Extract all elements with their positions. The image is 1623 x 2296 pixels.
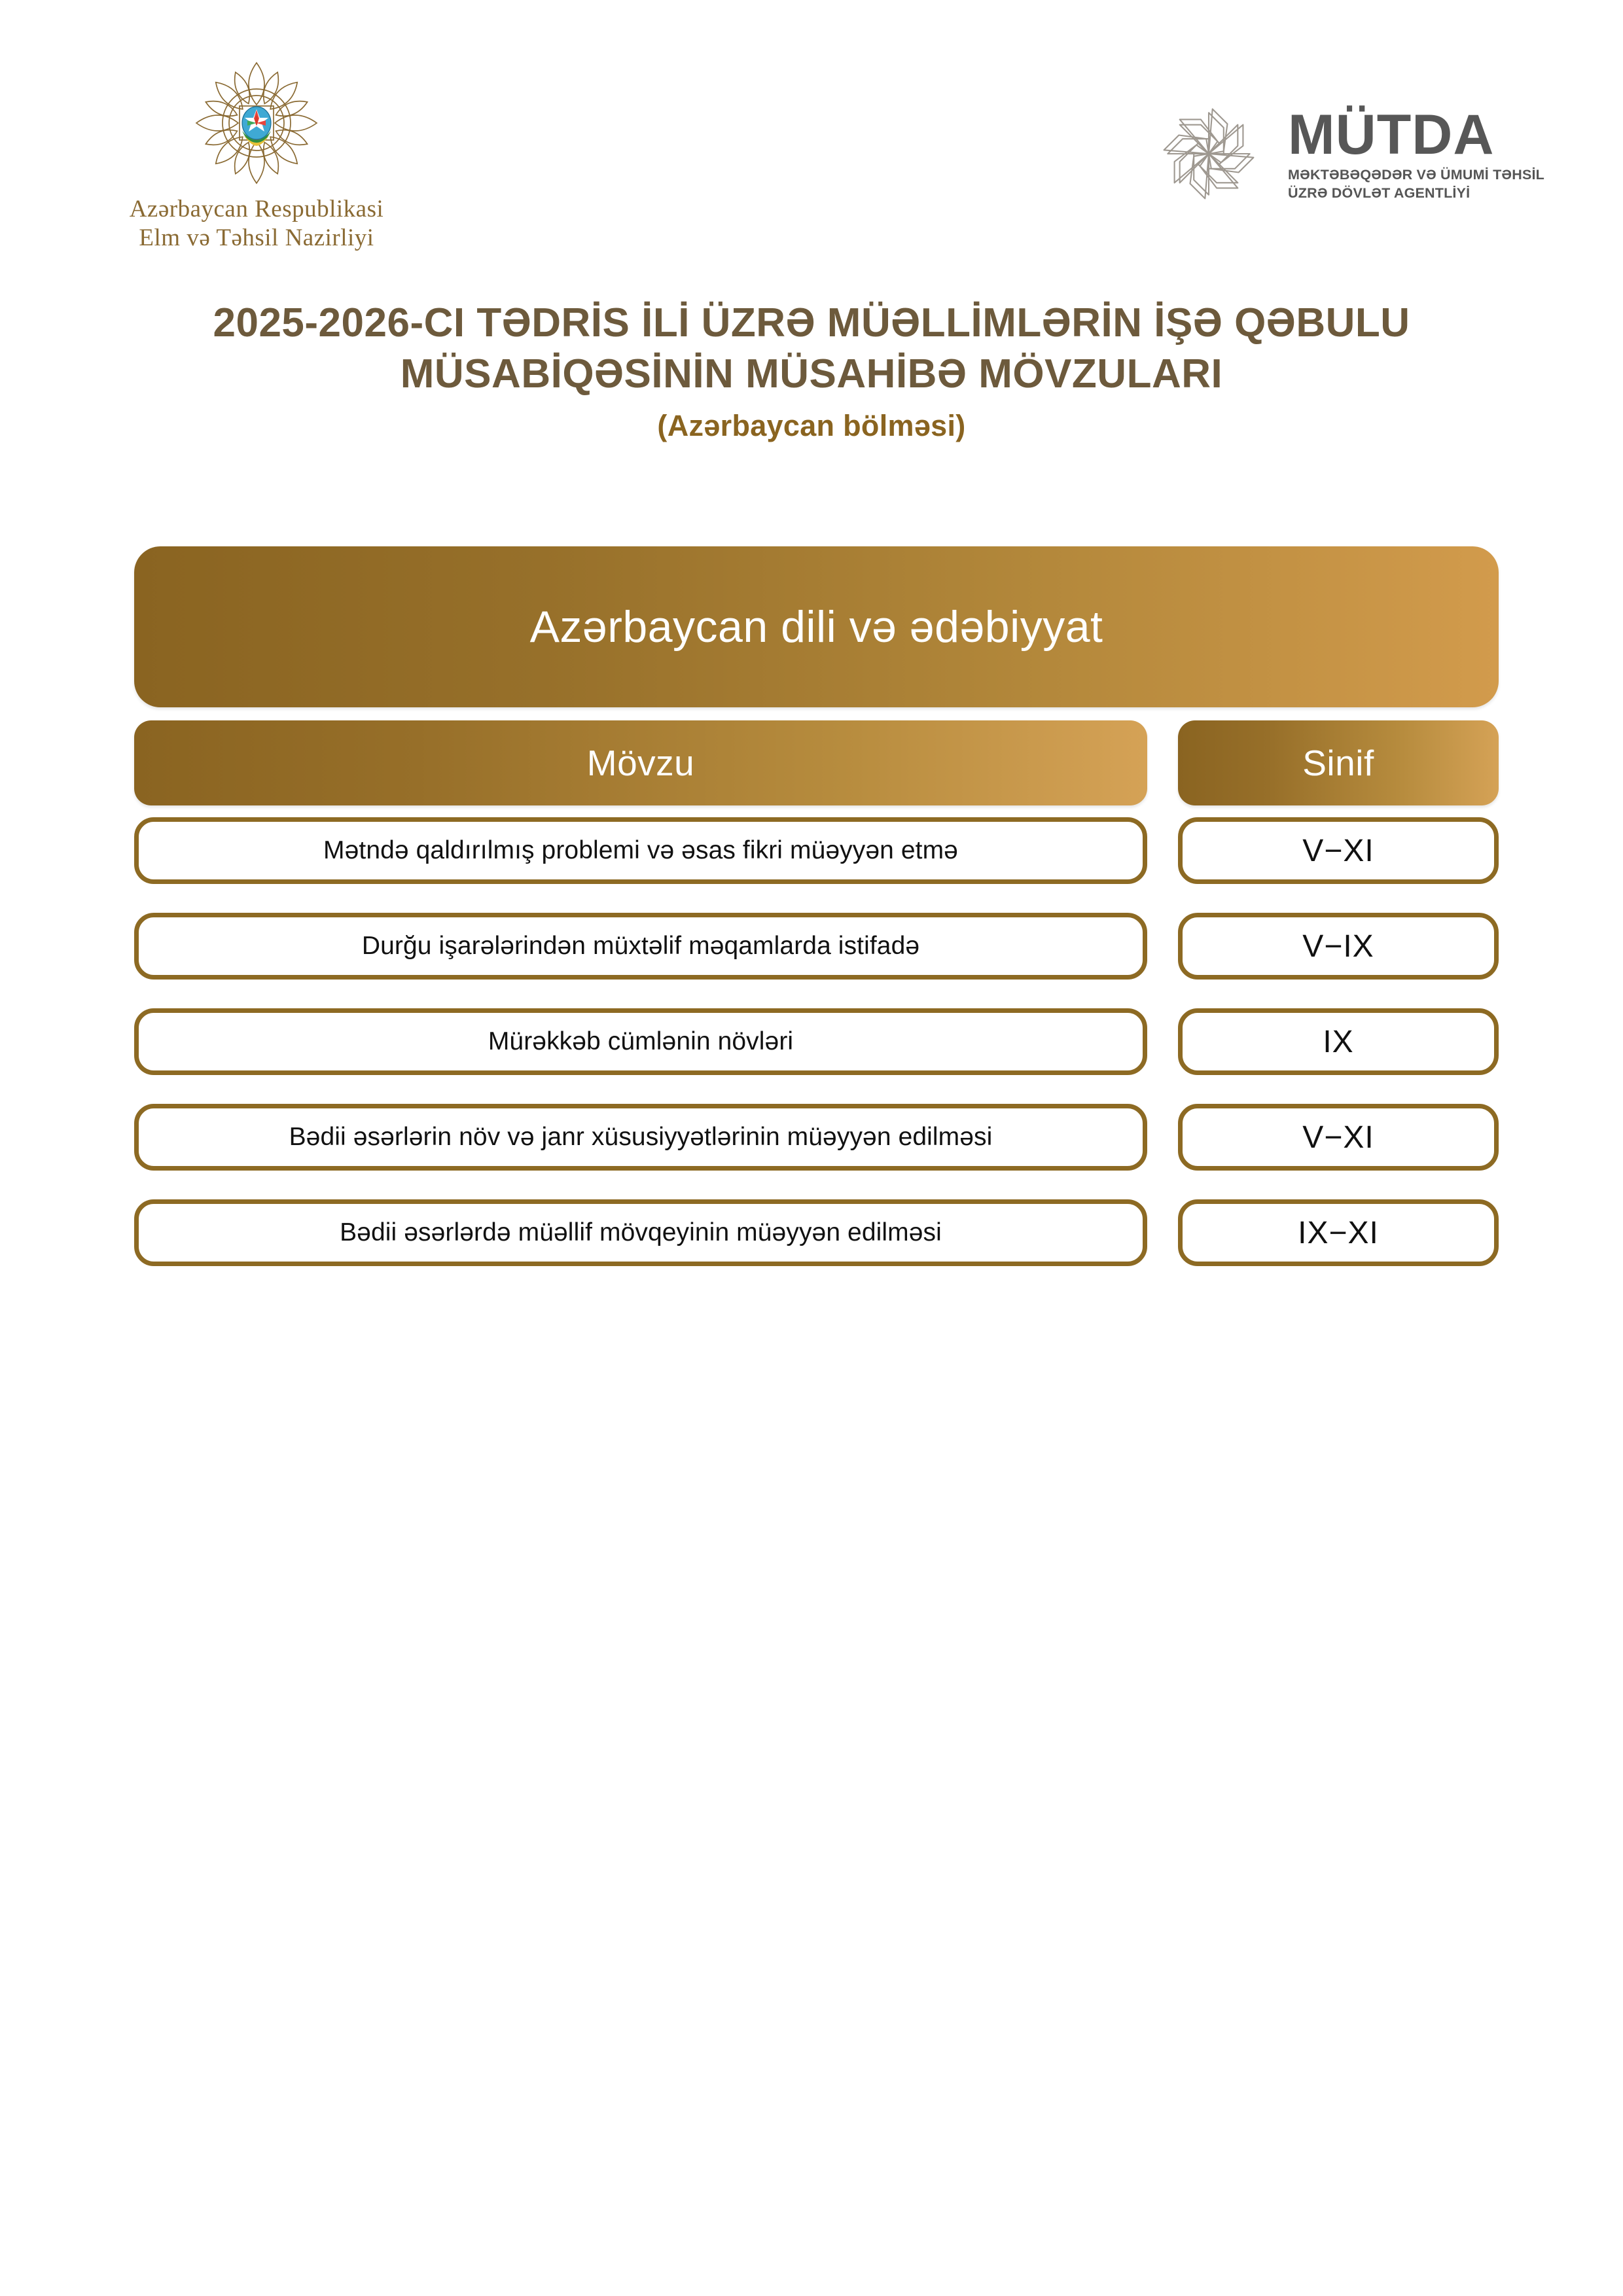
topic-text: Durğu işarələrindən müxtəlif məqamlarda istifadə bbox=[361, 932, 920, 960]
page-title-line2: MÜSABİQƏSİNİN MÜSAHİBƏ MÖVZULARI bbox=[400, 351, 1223, 397]
topic-cell bbox=[134, 1199, 1147, 1266]
grade-cell bbox=[1178, 1199, 1499, 1266]
topic-cell bbox=[134, 913, 1147, 980]
azerbaijan-ministry-emblem bbox=[191, 58, 322, 188]
ministry-name-line2: Elm və Təhsil Nazirliyi bbox=[139, 224, 374, 251]
subject-name: Azərbaycan dili və ədəbiyyat bbox=[529, 602, 1103, 652]
page-title-block bbox=[0, 298, 1623, 443]
table-body bbox=[134, 817, 1499, 1266]
mutda-star-emblem bbox=[1147, 92, 1271, 216]
mutda-subtitle-line2: ÜZRƏ DÖVLƏT AGENTLİYİ bbox=[1288, 185, 1471, 201]
topic-text: Mətndə qaldırılmış problemi və əsas fikri müəyyən etmə bbox=[323, 836, 958, 864]
column-header-topic-label: Mövzu bbox=[586, 743, 695, 783]
topic-text: Bədii əsərlərin növ və janr xüsusiyyətlərinin müəyyən edilməsi bbox=[289, 1123, 993, 1151]
grade-cell bbox=[1178, 1104, 1499, 1171]
table-row bbox=[134, 1199, 1499, 1266]
table-row bbox=[134, 1008, 1499, 1075]
table-row bbox=[134, 913, 1499, 980]
subject-header-banner bbox=[134, 546, 1499, 707]
page-title-line1: 2025-2026-CI TƏDRİS İLİ ÜZRƏ MÜƏLLİMLƏRİN İŞƏ QƏBULU bbox=[213, 300, 1410, 345]
grade-text: V−XI bbox=[1302, 1120, 1374, 1155]
topic-cell bbox=[134, 1008, 1147, 1075]
ministry-logo bbox=[86, 58, 427, 252]
grade-cell bbox=[1178, 913, 1499, 980]
page-title bbox=[0, 298, 1623, 400]
grade-text: IX−XI bbox=[1298, 1215, 1379, 1250]
column-header-topic bbox=[134, 720, 1147, 805]
grade-cell bbox=[1178, 1008, 1499, 1075]
mutda-subtitle bbox=[1288, 166, 1544, 203]
grade-text: V−XI bbox=[1302, 833, 1374, 868]
topic-text: Mürəkkəb cümlənin növləri bbox=[488, 1027, 794, 1055]
page-subtitle: (Azərbaycan bölməsi) bbox=[657, 409, 966, 443]
page-header-logos bbox=[0, 0, 1623, 275]
ministry-name bbox=[86, 195, 427, 252]
topic-cell bbox=[134, 1104, 1147, 1171]
table-column-headers bbox=[134, 720, 1499, 805]
subject-topics-table bbox=[134, 546, 1499, 1295]
grade-text: IX bbox=[1323, 1024, 1354, 1059]
mutda-acronym: MÜTDA bbox=[1288, 103, 1495, 167]
column-header-grade-label: Sinif bbox=[1302, 743, 1374, 783]
table-row bbox=[134, 817, 1499, 884]
column-header-grade bbox=[1178, 720, 1499, 805]
table-row bbox=[134, 1104, 1499, 1171]
grade-cell bbox=[1178, 817, 1499, 884]
mutda-logo bbox=[1147, 92, 1544, 216]
ministry-name-line1: Azərbaycan Respublikasi bbox=[129, 196, 384, 222]
grade-text: V−IX bbox=[1302, 928, 1374, 964]
topic-text: Bədii əsərlərdə müəllif mövqeyinin müəyyən edilməsi bbox=[340, 1218, 942, 1246]
mutda-subtitle-line1: MƏKTƏBƏQƏDƏR VƏ ÜMUMİ TƏHSİL bbox=[1288, 166, 1544, 183]
topic-cell bbox=[134, 817, 1147, 884]
mutda-wordmark bbox=[1288, 105, 1544, 203]
